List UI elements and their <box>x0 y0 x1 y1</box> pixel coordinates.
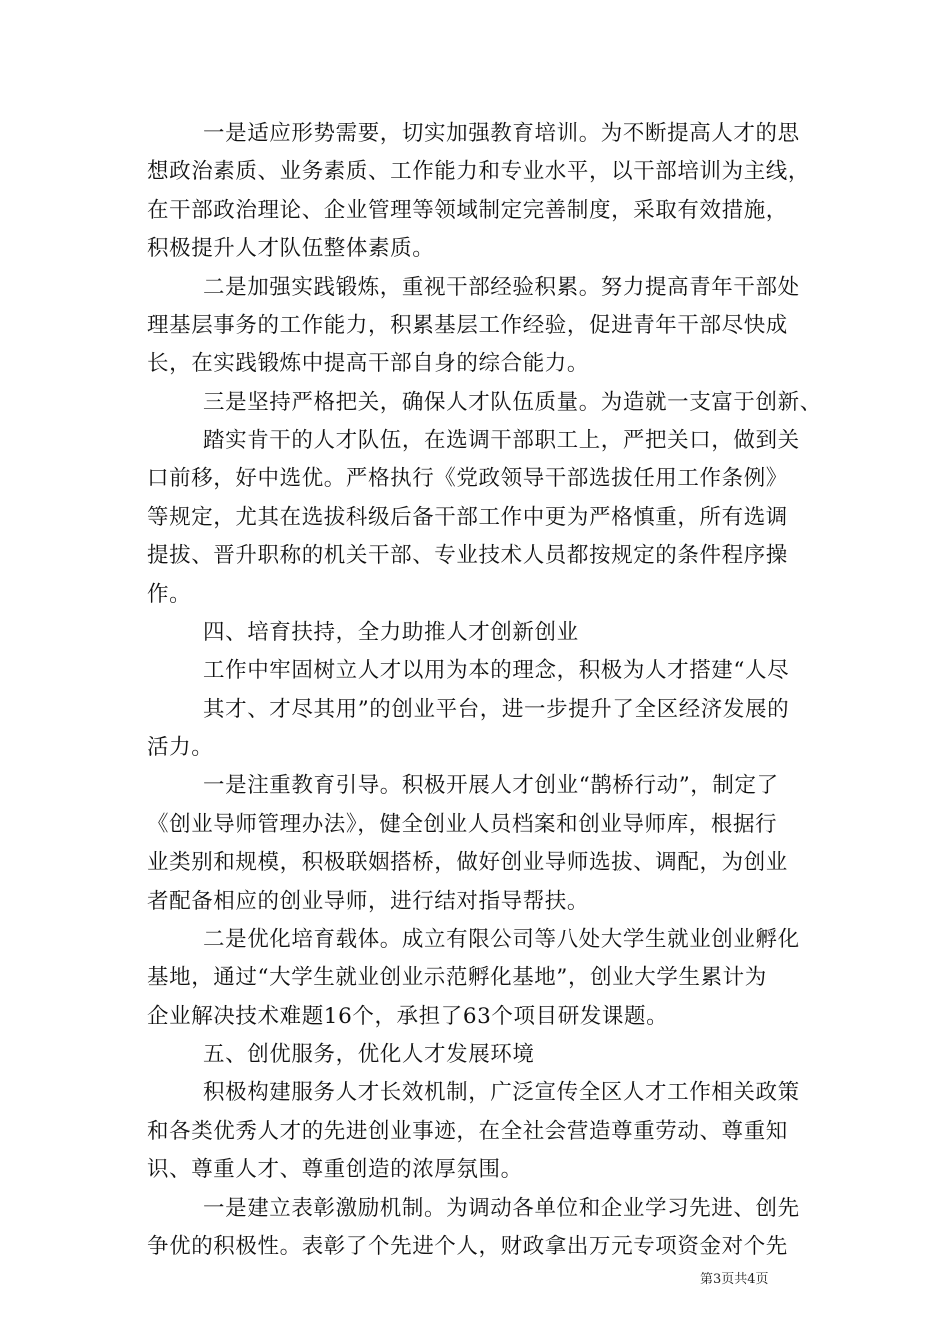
text-line: 口前移，好中选优。严格执行《党政领导干部选拔任用工作条例》 <box>147 466 788 491</box>
text-line: 《创业导师管理办法》，健全创业人员档案和创业导师库，根据行 <box>147 812 778 837</box>
text-line: 基地，通过“大学生就业创业示范孵化基地”，创业大学生累计为 <box>147 965 767 990</box>
text-line: 在干部政治理论、企业管理等领域制定完善制度，采取有效措施， <box>147 198 788 223</box>
text-line: 积极构建服务人才长效机制，广泛宣传全区人才工作相关政策 <box>203 1080 800 1105</box>
text-line: 工作中牢固树立人才以用为本的理念，积极为人才搭建“人尽 <box>203 658 790 683</box>
text-line: 积极提升人才队伍整体素质。 <box>147 236 435 261</box>
section-heading: 五、创优服务，优化人才发展环境 <box>203 1042 535 1067</box>
text-line: 一是适应形势需要，切实加强教育培训。为不断提高人才的思 <box>203 121 800 146</box>
text-line: 一是建立表彰激励机制。为调动各单位和企业学习先进、创先 <box>203 1196 800 1221</box>
text-line: 和各类优秀人才的先进创业事迹，在全社会营造尊重劳动、尊重知 <box>147 1119 788 1144</box>
text-line: 三是坚持严格把关，确保人才队伍质量。为造就一支富于创新、 <box>203 390 822 415</box>
text-line: 识、尊重人才、尊重创造的浓厚氛围。 <box>147 1157 523 1182</box>
text-line: 业类别和规模，积极联姻搭桥，做好创业导师选拔、调配，为创业 <box>147 850 788 875</box>
text-line: 争优的积极性。表彰了个先进个人，财政拿出万元专项资金对个先 <box>147 1234 788 1259</box>
text-line: 二是加强实践锻炼，重视干部经验积累。努力提高青年干部处 <box>203 275 800 300</box>
text-line: 企业解决技术难题16个，承担了63个项目研发课题。 <box>147 1004 669 1029</box>
text-line: 一是注重教育引导。积极开展人才创业“鹊桥行动”，制定了 <box>203 773 779 798</box>
page-number: 第3页共4页 <box>700 1272 769 1287</box>
text-line: 其才、才尽其用”的创业平台，进一步提升了全区经济发展的 <box>203 697 790 722</box>
section-heading: 四、培育扶持，全力助推人才创新创业 <box>203 620 579 645</box>
text-line: 踏实肯干的人才队伍，在选调干部职工上，严把关口，做到关 <box>203 428 800 453</box>
text-line: 提拔、晋升职称的机关干部、专业技术人员都按规定的条件程序操 <box>147 543 788 568</box>
text-line: 活力。 <box>147 735 214 760</box>
text-line: 想政治素质、业务素质、工作能力和专业水平，以干部培训为主线， <box>147 159 811 184</box>
text-line: 等规定，尤其在选拔科级后备干部工作中更为严格慎重，所有选调 <box>147 505 788 530</box>
text-line: 长，在实践锻炼中提高干部自身的综合能力。 <box>147 351 590 376</box>
text-line: 理基层事务的工作能力，积累基层工作经验，促进青年干部尽快成 <box>147 313 788 338</box>
text-line: 二是优化培育载体。成立有限公司等八处大学生就业创业孵化 <box>203 927 800 952</box>
text-line: 作。 <box>147 582 192 607</box>
text-line: 者配备相应的创业导师，进行结对指导帮扶。 <box>147 889 590 914</box>
